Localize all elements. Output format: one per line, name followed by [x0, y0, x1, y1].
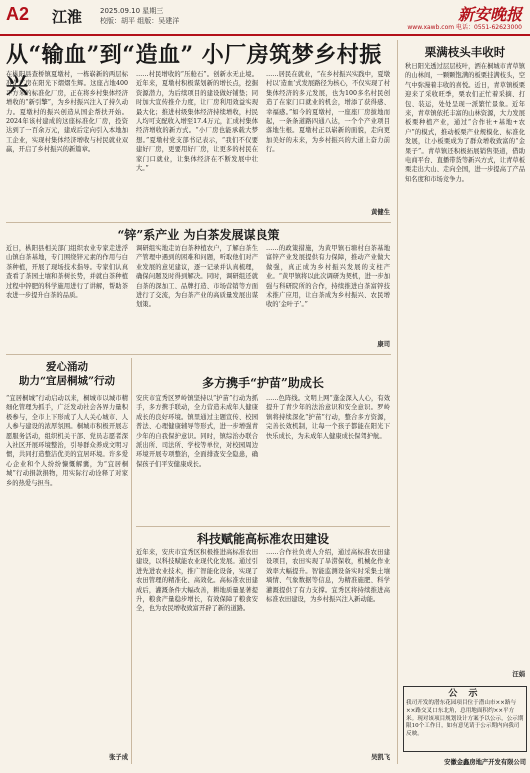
notice-signature: 安徽金鑫房地产开发有限公司 [444, 759, 526, 766]
guard-article-col1: 安庆市宜秀区罗岭镇坚持以“护苗”行动为抓手，多方携手联动，全力营造未成年人健康成长的良好环境。镇里通过主题宣传、校园普法、心理健康辅导等形式，进一步增强青少年的自我保护意识。同时，镇综治办联合派出所、司法所、学校等单位，对校园周边环境开展专项整治，全面排查安全隐患，确保孩子们平安健康成长。 [136, 395, 258, 468]
love-title-line2: 助力“宜居桐城”行动 [18, 375, 116, 387]
main-article-byline: 黄健生 [371, 209, 390, 216]
divider [397, 40, 398, 764]
page-number: A2 [6, 4, 30, 24]
love-article-title [6, 360, 128, 388]
guard-article-title: 多方携手“护苗”助成长 [202, 376, 324, 390]
main-headline: 从“输血”到“造血” 小厂房筑梦乡村振兴 [6, 42, 382, 99]
main-article-col1: 在枞阳县查桥镇夏墩村，一栋崭新的两层标准化厂房在阳光下熠熠生辉。这座占地400平方米的标准化厂房，正在将乡村集体经济增收的“新引擎”，为乡村振兴注入了持久动力。夏墩村的振兴创造从国企帮扶开始。2024年该村建成的这座标准化厂房，投资达到了一百余万元，建成后定向引入本地加工企业，实现村集体经济增收与村民就业双赢，开启了乡村振兴的新篇章。 [6, 71, 128, 154]
right-article-byline: 汪娟 [512, 671, 525, 678]
divider [6, 354, 391, 355]
public-notice [403, 686, 527, 752]
notice-title: 公 示 [448, 689, 482, 699]
issue-meta [100, 6, 179, 26]
newspaper-contact: www.xawb.com 电话：0551-62623000 [407, 24, 522, 31]
right-article-title: 栗满枝头丰收时 [424, 45, 506, 59]
tech-article-byline: 吴凯飞 [371, 754, 390, 761]
love-title-line1: 爱心涌动 [46, 361, 88, 373]
newspaper-logo: 新安晚报 [457, 5, 522, 24]
tea-article-byline: 康司 [377, 341, 390, 348]
divider [131, 358, 132, 764]
love-article-body: “宜居桐城”行动启动以来，桐城市以城市精细化管理为抓手，广泛发动社会各界力量积极参与，全市上下形成了人人关心城市、人人参与建设的浓厚氛围。桐城市积极开展志愿服务活动，组织机关干部、党员志愿者深入社区开展环境整治，引导群众养成文明习惯，共同打造整洁优美的宜居环境。许多爱心企业和个人纷纷慷慨解囊，为“宜居桐城”行动捐款捐物，用实际行动诠释了对家乡的热爱与担当。 [6, 395, 128, 487]
main-article-col3: ……居民在就业，“在乡村振兴实践中，夏墩村以‘造血’式发展路径为核心，不仅实现了村集体经济的多元发展，也为100多名村民创造了在家门口就业的机会，增添了获得感、幸福感。”如今的夏墩村，一座座厂房拔地而起，一条条道路四通八达，一个个产业项目落地生根。夏墩村正以崭新的面貌，走向更加美好的未来，为乡村振兴的大道上奋力前行。 [266, 71, 390, 154]
tech-article-col1: 近年来，安庆市宜秀区积极推进高标准农田建设，以科技赋能农业现代化发展。通过引进先进农业技术，推广智能化设备，实现了农田管理的精准化、高效化。高标准农田建成后，灌溉条件大幅改善，耕地质量显著提升，粮食产量稳步增长，有效保障了粮食安全，也为农民增收致富开辟了新的道路。 [136, 549, 258, 613]
notice-body: 我司开发的潜东花园项目位于潜山市××路与××路交叉口东北角，总用地面积约××平方米。现对该项目规划设计方案予以公示，公示期限10个工作日，如有意见请于公示期内向我司反映。 [406, 700, 524, 738]
divider [136, 526, 390, 527]
tea-article-col3: ……的政策措施，为黄甲镇石塘村白茶基地富锌产业发展提供有力保障，推动产业做大做强，真正成为乡村振兴发展的支柱产业。“黄甲镇将以此次调研为契机，进一步加强与科研院所的合作，持续推进白茶富锌技术推广应用，让白茶成为乡村振兴、农民增收的‘金叶子’。” [266, 245, 390, 309]
tech-article-col2: ……合作社负责人介绍，通过高标准农田建设项目，农田实现了旱涝保收，机械化作业效率大幅提升。智能监测设备实时采集土壤墒情、气象数据等信息，为精准施肥、科学灌溉提供了有力支撑。宜秀区将持续推进高标准农田建设，为乡村振兴注入新动能。 [266, 549, 390, 604]
love-article-byline: 张子成 [109, 754, 128, 761]
masthead [0, 0, 530, 36]
tea-article-col1: 近日，枞阳县相关部门组织农业专家走进浮山镇白茶基地，专门围绕锌元素的作用与白茶种植，开展了现场技术指导。专家们认真查看了茶园土壤和茶树长势，并就白茶种植过程中锌肥的科学施用进行了讲解，帮助茶农进一步提升白茶的品质。 [6, 245, 128, 300]
right-article-body: 秋日阳光透过层层枝叶，洒在桐城市青草镇的山林间，一颗颗饱满的板栗挂满枝头，空气中弥漫着丰收的喜悦。近日，青草镇板栗迎来了采收旺季，栗农们正忙着采摘、打包、装运，处处呈现一派繁忙景象。近年来，青草镇依托丰富的山林资源，大力发展板栗种植产业，通过“合作社+基地+农户”的模式，推动板栗产业规模化、标准化发展，让小板栗成为了群众增收致富的“金果子”。青草镇还积极拓展销售渠道，借助电商平台、直播带货等新兴方式，让青草板栗走出大山、走向全国，进一步提高了产品知名度和市场竞争力。 [405, 63, 525, 183]
tea-article-title: “锌”系产业 为白茶发展谋良策 [117, 228, 280, 242]
divider [6, 222, 391, 223]
editor-line: 校版：胡平 组版：吴建洋 [100, 17, 180, 25]
tea-article-col2: 调研组实地走访白茶种植农户，了解白茶生产管理中遇到的困难和问题，听取他们对产业发展的意见建议，逐一记录并认真梳理，确保问题及时得到解决。同时，调研组还就白茶的深加工、品牌打造、市场营销等方面进行了交流，为白茶产业的高质量发展出谋划策。 [136, 245, 258, 309]
issue-date: 2025.09.10 星期三 [100, 7, 164, 15]
main-article-col2: ……村民增收的“压舱石”。创新水无止境。近年来，夏墩村积极谋划新的增长点，挖掘资源潜力，为后续项目的建设做好铺垫；同时加大宣传推介力度，让厂房利用效益实现最大化；推进村级集体经济持续增收，村民人均可支配收入增至17.4万元，汇成村集体经济增收的新方式。“小厂房也能承载大梦想。”夏墩村党支部书记表示，“我们不仅要建好厂房，更要用好厂房，让更多的村民在家门口就业，让集体经济在不断发展中壮大。” [136, 71, 258, 173]
section-name: 江淮 [52, 8, 83, 26]
tech-article-title: 科技赋能高标准农田建设 [196, 532, 329, 546]
guard-article-col2: ……色阵线。文明上网“蓬金深入人心，有效提升了青少年的法治意识和安全意识。罗岭镇将持续深化“护苗”行动，整合多方资源，完善长效机制，让每一个孩子都能在阳光下快乐成长，为未成年人健康成长保驾护航。 [266, 395, 390, 440]
